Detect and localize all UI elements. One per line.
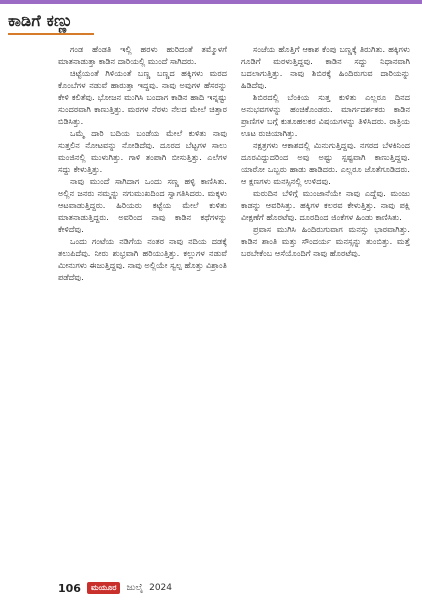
article-paragraph: ಗಂಡ ಹೆಂಡತಿ ಇಲ್ಲಿ ಹರಳು ಹುರಿದಂತೆ ತಮ್ಮೊಳಗೆ ಮಾತನಾಡುತ್ತಾ ಕಾಡಿನ ದಾರಿಯಲ್ಲಿ ಮುಂದೆ ಸಾಗಿದರು.	[58, 44, 227, 66]
article-paragraph: ಚಿಟ್ಟೆಯಂತೆ ಗಿಳಿಯಂತೆ ಬಣ್ಣ ಬಣ್ಣದ ಹಕ್ಕಿಗಳು ಮರದ ಕೊಂಬೆಗಳ ನಡುವೆ ಹಾರುತ್ತಾ ಇದ್ದವು. ನಾವು ಅವುಗಳ ಹೆಸರನ್ನು ಕೇಳಿ ಕಲಿತೆವು. ಭೋಜನ ಮುಗಿಸಿ ಬಂದಾಗ ಕಾಡಿನ ಹಾದಿ ಇನ್ನಷ್ಟು ಸುಂದರವಾಗಿ ಕಾಣುತ್ತಿತ್ತು. ಮರಗಳ ನೆರಳು ನೆಲದ ಮೇಲೆ ಚಿತ್ತಾರ ಬಿಡಿಸಿತ್ತು.	[58, 68, 227, 126]
section-title-underline	[8, 33, 94, 35]
text-column-right	[241, 43, 410, 578]
article-paragraph: ಒಂದು ಗಂಟೆಯ ನಡಿಗೆಯ ನಂತರ ನಾವು ನದಿಯ ದಡಕ್ಕೆ ತಲುಪಿದೆವು. ನೀರು ಶುಭ್ರವಾಗಿ ಹರಿಯುತ್ತಿತ್ತು. ಕಲ್ಲುಗಳ ನಡುವೆ ಮೀನುಗಳು ಈಜುತ್ತಿದ್ದವು. ನಾವು ಅಲ್ಲಿಯೇ ಸ್ವಲ್ಪ ಹೊತ್ತು ವಿಶ್ರಾಂತಿ ಪಡೆದೆವು.	[58, 236, 227, 282]
issue-year: 2024	[149, 583, 173, 593]
article-paragraph: ಒಮ್ಮೆ ದಾರಿ ಬದಿಯ ಬಂಡೆಯ ಮೇಲೆ ಕುಳಿತು ನಾವು ಸುತ್ತಲಿನ ನೋಟವನ್ನು ನೋಡಿದೆವು. ದೂರದ ಬೆಟ್ಟಗಳ ಸಾಲು ಮಂಜಿನಲ್ಲಿ ಮುಳುಗಿತ್ತು. ಗಾಳಿ ತಂಪಾಗಿ ಬೀಸುತ್ತಿತ್ತು. ಎಲೆಗಳ ಸದ್ದು ಕೇಳುತ್ತಿತ್ತು.	[58, 128, 227, 174]
article-body	[58, 43, 410, 578]
section-title: ಕಾಡಿಗೆ ಕಣ್ಣು	[8, 11, 73, 30]
article-paragraph: ಮರುದಿನ ಬೆಳಿಗ್ಗೆ ಮುಂಜಾನೆಯೇ ನಾವು ಎದ್ದೆವು. ಮಂಜು ಕಾಡನ್ನು ಆವರಿಸಿತ್ತು. ಹಕ್ಕಿಗಳ ಕಲರವ ಕೇಳುತ್ತಿತ್ತು. ನಾವು ಪಕ್ಷಿ ವೀಕ್ಷಣೆಗೆ ಹೊರಟೆವು. ದೂರದಿಂದ ಜಿಂಕೆಗಳ ಹಿಂಡು ಕಾಣಿಸಿತು.	[241, 188, 410, 222]
article-paragraph: ಪ್ರವಾಸ ಮುಗಿಸಿ ಹಿಂದಿರುಗುವಾಗ ಮನಸ್ಸು ಭಾರವಾಗಿತ್ತು. ಕಾಡಿನ ಶಾಂತಿ ಮತ್ತು ಸೌಂದರ್ಯ ಮನಸ್ಸನ್ನು ತುಂಬಿತ್ತು. ಮತ್ತೆ ಬರಬೇಕೆಂಬ ಆಸೆಯೊಂದಿಗೆ ನಾವು ಹೊರಟೆವು.	[241, 224, 410, 258]
magazine-logo: ಮಯೂರ	[87, 582, 121, 594]
page-number: 106	[58, 581, 81, 595]
text-column-left	[58, 43, 227, 578]
top-accent-rule	[0, 0, 422, 4]
article-paragraph: ನಕ್ಷತ್ರಗಳು ಆಕಾಶದಲ್ಲಿ ಮಿನುಗುತ್ತಿದ್ದವು. ನಗರದ ಬೆಳಕಿನಿಂದ ದೂರವಿದ್ದುದರಿಂದ ಅವು ಅಷ್ಟು ಸ್ಪಷ್ಟವಾಗಿ ಕಾಣುತ್ತಿದ್ದವು. ಯಾರೋ ಒಬ್ಬರು ಹಾಡು ಹಾಡಿದರು. ಎಲ್ಲರೂ ಜೊತೆಗೂಡಿದರು. ಆ ಕ್ಷಣಗಳು ಮನಸ್ಸಿನಲ್ಲಿ ಉಳಿದವು.	[241, 140, 410, 186]
issue-month: ಜುಲೈ	[126, 583, 144, 593]
article-paragraph: ಸಂಜೆಯ ಹೊತ್ತಿಗೆ ಆಕಾಶ ಕೆಂಪು ಬಣ್ಣಕ್ಕೆ ತಿರುಗಿತು. ಹಕ್ಕಿಗಳು ಗೂಡಿಗೆ ಮರಳುತ್ತಿದ್ದವು. ಕಾಡಿನ ಸದ್ದು ನಿಧಾನವಾಗಿ ಬದಲಾಗುತ್ತಿತ್ತು. ನಾವು ಶಿಬಿರಕ್ಕೆ ಹಿಂದಿರುಗುವ ದಾರಿಯನ್ನು ಹಿಡಿದೆವು.	[241, 44, 410, 90]
section-header	[0, 8, 422, 38]
article-paragraph: ಶಿಬಿರದಲ್ಲಿ ಬೆಂಕಿಯ ಸುತ್ತ ಕುಳಿತು ಎಲ್ಲರೂ ದಿನದ ಅನುಭವಗಳನ್ನು ಹಂಚಿಕೊಂಡರು. ಮಾರ್ಗದರ್ಶಕರು ಕಾಡಿನ ಪ್ರಾಣಿಗಳ ಬಗ್ಗೆ ಕುತೂಹಲಕರ ವಿಷಯಗಳನ್ನು ತಿಳಿಸಿದರು. ರಾತ್ರಿಯ ಊಟ ರುಚಿಯಾಗಿತ್ತು.	[241, 92, 410, 138]
page-footer	[58, 580, 172, 596]
article-paragraph: ನಾವು ಮುಂದೆ ಸಾಗಿದಾಗ ಒಂದು ಸಣ್ಣ ಹಳ್ಳಿ ಕಾಣಿಸಿತು. ಅಲ್ಲಿನ ಜನರು ನಮ್ಮನ್ನು ನಗುಮುಖದಿಂದ ಸ್ವಾಗತಿಸಿದರು. ಮಕ್ಕಳು ಆಟವಾಡುತ್ತಿದ್ದರು. ಹಿರಿಯರು ಕಟ್ಟೆಯ ಮೇಲೆ ಕುಳಿತು ಮಾತನಾಡುತ್ತಿದ್ದರು. ಅವರಿಂದ ನಾವು ಕಾಡಿನ ಕಥೆಗಳನ್ನು ಕೇಳಿದೆವು.	[58, 176, 227, 234]
